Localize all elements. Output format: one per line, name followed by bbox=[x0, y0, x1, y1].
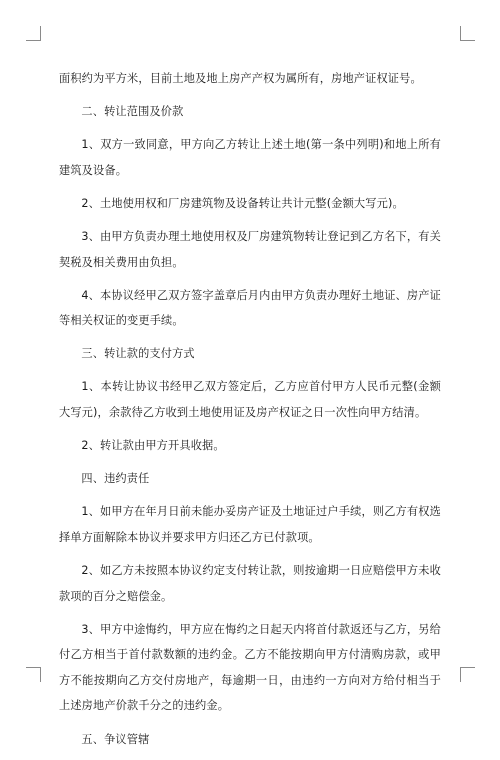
paragraph-clause: 1、如甲方在年月日前未能办妥房产证及土地证过户手续，则乙方有权选择单方面解除本协议并要求甲方归还乙方已付款项。 bbox=[59, 505, 441, 544]
section-heading-payment: 三、转让款的支付方式 bbox=[81, 347, 195, 361]
paragraph-clause: 1、本转让协议书经甲乙双方签定后，乙方应首付甲方人民币元整(金额大写元)，余款待乙方收到土地使用证及房产权证之日一次性向甲方结清。 bbox=[59, 380, 441, 420]
section-heading-transfer-scope: 二、转让范围及价款 bbox=[81, 105, 184, 119]
section-heading-liability: 四、违约责任 bbox=[81, 472, 150, 486]
document-body bbox=[59, 66, 441, 760]
paragraph-clause: 2、转让款由甲方开具收据。 bbox=[81, 439, 225, 453]
paragraph-clause: 4、本协议经甲乙双方签字盖章后月内由甲方负责办理好土地证、房产证等相关权证的变更手续。 bbox=[59, 288, 441, 328]
page-corner-mark-top-left bbox=[26, 26, 41, 41]
page-corner-mark-bottom-right bbox=[460, 667, 475, 682]
paragraph-clause: 1、双方一致同意，甲方向乙方转让上述土地(第一条中列明)和地上所有建筑及设备。 bbox=[59, 138, 441, 177]
page-corner-mark-top-right bbox=[460, 26, 475, 41]
page-corner-mark-bottom-left bbox=[26, 667, 41, 682]
paragraph-clause: 2、土地使用权和厂房建筑物及设备转让共计元整(金额大写元)。 bbox=[81, 196, 404, 210]
paragraph-clause: 2、如乙方未按照本协议约定支付转让款，则按逾期一日应赔偿甲方未收款项的百分之赔偿金。 bbox=[59, 564, 441, 603]
paragraph-continuation: 面积约为平方米，目前土地及地上房产产权为属所有，房地产证权证号。 bbox=[59, 72, 422, 85]
section-heading-dispute: 五、争议管辖 bbox=[81, 732, 150, 746]
paragraph-clause: 3、甲方中途悔约，甲方应在悔约之日起天内将首付款返还与乙方，另给付乙方相当于首付款数额的违约金。乙方不能按期向甲方付清购房款，或甲方不能按期向乙方交付房地产，每逾期一日，由违约一方向对方给付相当于上述房地产价款千分之的违约金。 bbox=[59, 622, 441, 713]
paragraph-clause: 3、由甲方负责办理土地使用权及厂房建筑物转让登记到乙方名下，有关契税及相关费用由负担。 bbox=[59, 229, 441, 269]
